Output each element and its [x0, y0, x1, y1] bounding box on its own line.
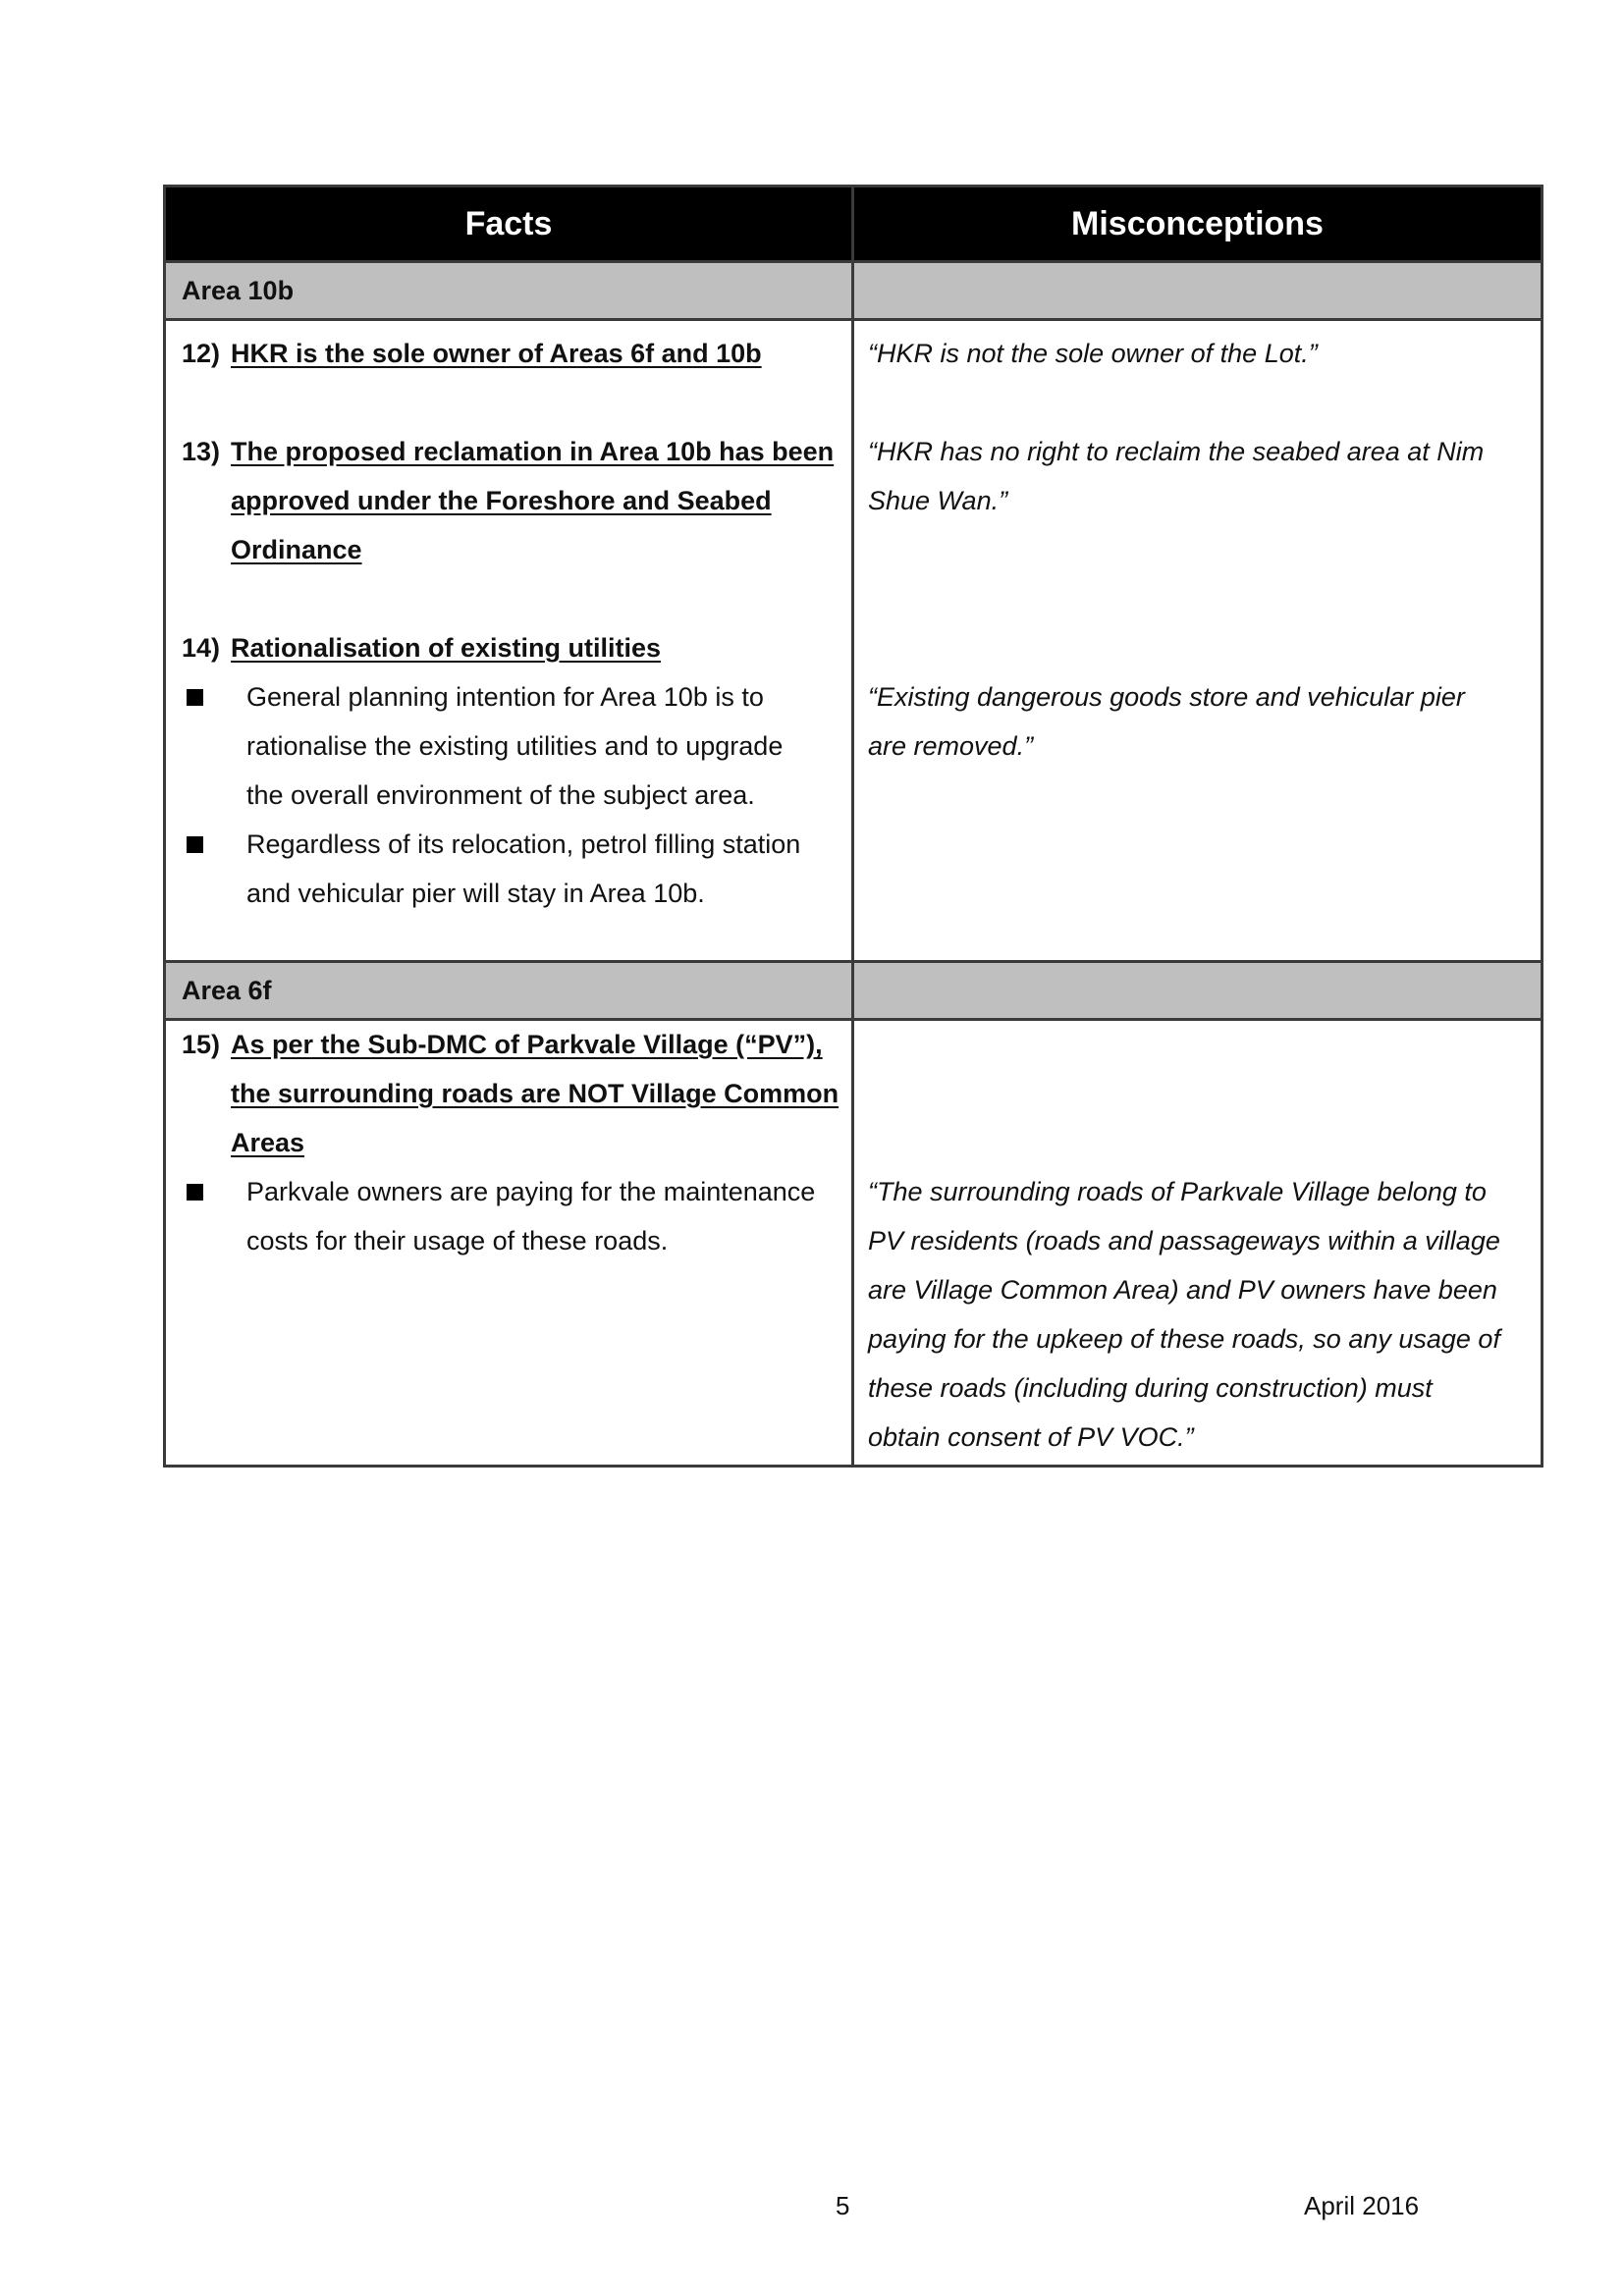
item-15-title-line-3: Areas	[231, 1128, 305, 1157]
area-6f-misconceptions-cell	[853, 1020, 1543, 1467]
item-14-misconception-line-2: are removed.”	[868, 731, 1034, 761]
item-15-bullet-1-line-1: Parkvale owners are paying for the maintenance	[246, 1177, 816, 1206]
item-15-misconception-line-4: paying for the upkeep of these roads, so any usage of	[868, 1324, 1500, 1354]
item-15-title-line-1: As per the Sub-DMC of Parkvale Village (“PV”),	[231, 1030, 823, 1059]
table-header-row	[165, 187, 1543, 262]
item-14-misconception-line-1: “Existing dangerous goods store and vehicular pier	[868, 682, 1465, 712]
item-15-misconception-line-6: obtain consent of PV VOC.”	[868, 1422, 1194, 1452]
item-14-bullet-1-line-2: rationalise the existing utilities and to upgrade	[246, 731, 784, 761]
page-number: 5	[836, 2191, 850, 2220]
facts-column-header: Facts	[165, 187, 853, 262]
item-14-number: 14)	[182, 633, 221, 663]
item-15-misconception-line-1: “The surrounding roads of Parkvale Village belong to	[868, 1177, 1487, 1206]
footer-date: April 2016	[1304, 2191, 1420, 2220]
item-13-misconception-line-2: Shue Wan.”	[868, 486, 1008, 515]
item-15-misconception-line-2: PV residents (roads and passageways within a village	[868, 1226, 1500, 1255]
square-bullet-icon	[187, 689, 203, 706]
item-14-bullet-2-line-2: and vehicular pier will stay in Area 10b.	[246, 879, 705, 908]
area-6f-label: Area 6f	[182, 975, 272, 1005]
item-13-misconception-line-1: “HKR has no right to reclaim the seabed area at Nim	[868, 437, 1485, 466]
item-15-misconception-line-5: these roads (including during construction) must	[868, 1373, 1433, 1403]
area-6f-row	[165, 962, 1543, 1020]
item-12-number: 12)	[182, 339, 221, 368]
item-12-title: HKR is the sole owner of Areas 6f and 10b	[231, 339, 762, 368]
item-12-misconception: “HKR is not the sole owner of the Lot.”	[868, 339, 1318, 368]
square-bullet-icon	[187, 1184, 203, 1201]
item-13-number: 13)	[182, 437, 221, 466]
facts-misconceptions-table	[163, 185, 1543, 1468]
item-13-title-line-3: Ordinance	[231, 535, 362, 564]
area-6f-content-row	[165, 1020, 1543, 1467]
area-10b-label: Area 10b	[182, 275, 295, 305]
item-14-title: Rationalisation of existing utilities	[231, 633, 662, 663]
area-10b-row	[165, 262, 1543, 320]
area-10b-misconceptions-cell	[853, 320, 1543, 962]
item-15-bullet-1-line-2: costs for their usage of these roads.	[246, 1226, 669, 1255]
item-13-title-line-1: The proposed reclamation in Area 10b has been	[231, 437, 835, 466]
item-14-bullet-1-line-3: the overall environment of the subject area.	[246, 780, 755, 810]
area-6f-facts-cell	[165, 1020, 853, 1467]
item-14-bullet-2-line-1: Regardless of its relocation, petrol filling station	[246, 829, 801, 859]
area-10b-content-row	[165, 320, 1543, 962]
item-15-misconception-line-3: are Village Common Area) and PV owners have been	[868, 1275, 1497, 1305]
misconceptions-column-header: Misconceptions	[853, 187, 1543, 262]
area-10b-facts-cell	[165, 320, 853, 962]
item-15-title-line-2: the surrounding roads are NOT Village Common	[231, 1079, 839, 1108]
item-15-number: 15)	[182, 1030, 221, 1059]
item-13-title-line-2: approved under the Foreshore and Seabed	[231, 486, 772, 515]
square-bullet-icon	[187, 836, 203, 853]
item-14-bullet-1-line-1: General planning intention for Area 10b is to	[246, 682, 764, 712]
